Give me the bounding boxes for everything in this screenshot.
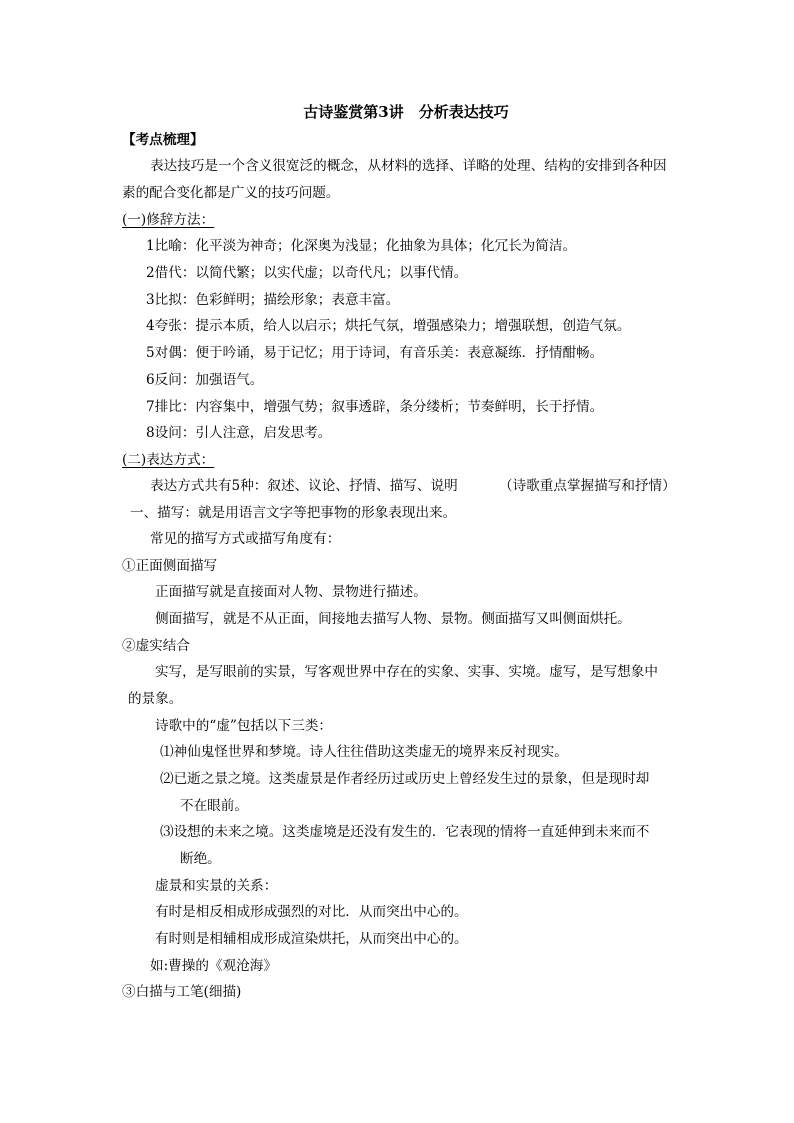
virtual-real-heading: ②虚实结合 bbox=[122, 638, 190, 654]
expression-types-note: （诗歌重点掌握描写和抒情） bbox=[499, 478, 676, 494]
expression-types: 表达方式共有5种：叙述、议论、抒情、描写、说明 bbox=[150, 478, 458, 494]
rhetoric-item-antithesis: 5对偶：便于吟诵，易于记忆；用于诗词，有音乐美：表意凝练．抒情酣畅。 bbox=[146, 345, 604, 361]
page-title: 古诗鉴赏第3讲 分析表达技巧 bbox=[303, 103, 509, 121]
relation-contrast: 有时是相反相成形成强烈的对比．从而突出中心的。 bbox=[155, 904, 468, 920]
rhetoric-item-metaphor: 1比喻：化平淡为神奇；化深奥为浅显；化抽象为具体；化冗长为简洁。 bbox=[146, 238, 577, 254]
rhetoric-item-hypophora: 8设问：引人注意，启发思考。 bbox=[146, 425, 332, 441]
rhetoric-item-parallelism: 7排比：内容集中，增强气势；叙事透辟，条分缕析；节奏鲜明，长于抒情。 bbox=[146, 399, 604, 415]
virtual-type-1: ⑴神仙鬼怪世界和梦境。诗人往往借助这类虚无的境界来反衬现实。 bbox=[160, 744, 568, 760]
intro-line-2: 素的配合变化都是广义的技巧问题。 bbox=[122, 185, 340, 201]
virtual-type-3-cont: 断绝。 bbox=[180, 851, 221, 867]
relation-heading: 虚景和实景的关系： bbox=[155, 878, 278, 894]
virtual-type-2: ⑵已逝之景之境。这类虚景是作者经历过或历史上曾经发生过的景象，但是现时却 bbox=[160, 771, 650, 787]
virtual-real-line-2: 的景象。 bbox=[128, 691, 183, 707]
virtual-real-line-1: 实写，是写眼前的实景，写客观世界中存在的实象、实事、实境。虚写，是写想象中 bbox=[155, 664, 658, 680]
rhetoric-item-personification: 3比拟：色彩鲜明；描绘形象；表意丰富。 bbox=[146, 292, 400, 308]
front-description: 正面描写就是直接面对人物、景物进行描述。 bbox=[155, 584, 427, 600]
virtual-type-2-cont: 不在眼前。 bbox=[180, 798, 248, 814]
front-side-heading: ①正面侧面描写 bbox=[122, 558, 218, 574]
rhetoric-item-metonymy: 2借代：以简代繁；以实代虚；以奇代凡；以事代情。 bbox=[146, 265, 468, 281]
rhetoric-item-rhetorical-question: 6反问：加强语气。 bbox=[146, 372, 264, 388]
expression-heading: (二)表达方式： bbox=[122, 452, 215, 468]
section-heading: 【考点梳理】 bbox=[122, 132, 204, 148]
rhetoric-heading: (一)修辞方法： bbox=[122, 212, 215, 228]
rhetoric-item-hyperbole: 4夸张：提示本质，给人以启示；烘托气氛，增强感染力；增强联想，创造气氛。 bbox=[146, 318, 631, 334]
description-methods-intro: 常见的描写方式或描写角度有： bbox=[150, 531, 341, 547]
virtual-type-3: ⑶设想的未来之境。这类虚境是还没有发生的．它表现的情将一直延伸到未来而不 bbox=[160, 824, 650, 840]
relation-complement: 有时则是相辅相成形成渲染烘托，从而突出中心的。 bbox=[155, 931, 468, 947]
virtual-types-intro: 诗歌中的“虚”包括以下三类： bbox=[155, 718, 333, 734]
description-definition: 一、描写：就是用语言文字等把事物的形象表现出来。 bbox=[130, 505, 457, 521]
white-sketch-heading: ③白描与工笔(细描) bbox=[122, 984, 242, 1000]
intro-line-1: 表达技巧是一个含义很宽泛的概念，从材料的选择、详略的处理、结构的安排到各种因 bbox=[150, 158, 667, 174]
example-line: 如:曹操的《观沧海》 bbox=[150, 958, 277, 974]
side-description: 侧面描写，就是不从正面，间接地去描写人物、景物。侧面描写又叫侧面烘托。 bbox=[155, 611, 631, 627]
